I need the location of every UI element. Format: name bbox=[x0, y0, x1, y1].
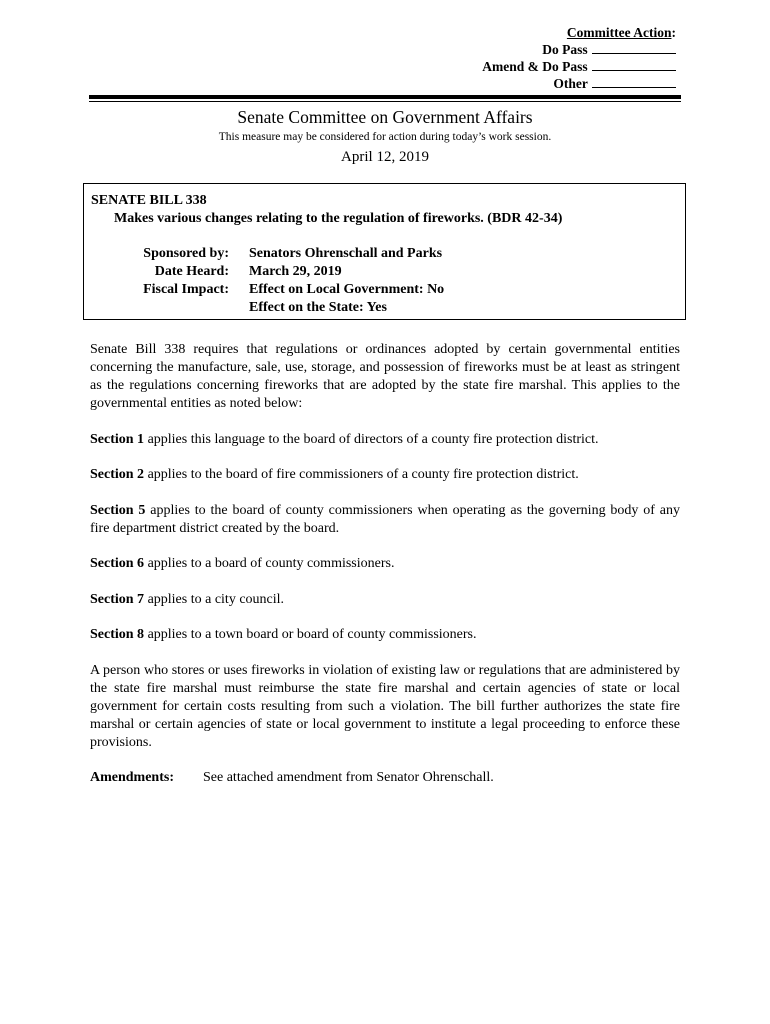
committee-name: Senate Committee on Government Affairs bbox=[237, 107, 533, 127]
bill-summary-box bbox=[83, 183, 686, 320]
section-label: Section 7 bbox=[90, 591, 145, 607]
date-heard-value: March 29, 2019 bbox=[249, 264, 342, 279]
header-rule-thin bbox=[89, 101, 681, 102]
section-paragraph: Section 6 applies to a board of county commissioners. bbox=[90, 556, 395, 571]
bill-summary: Makes various changes relating to the regulation of fireworks. (BDR 42-34) bbox=[114, 211, 563, 226]
date-heard-label: Date Heard: bbox=[154, 264, 229, 279]
section-paragraph: Section 1 applies this language to the board of directors of a county fire protection district. bbox=[90, 431, 599, 447]
other-blank bbox=[592, 75, 676, 88]
bill-number: SENATE BILL 338 bbox=[91, 193, 207, 208]
amendments-label: Amendments: bbox=[90, 770, 174, 785]
section-label: Section 2 bbox=[90, 467, 145, 482]
committee-action-amend-do-pass: Amend & Do Pass bbox=[482, 58, 676, 75]
section-label: Section 1 bbox=[90, 431, 145, 447]
header-rule-thick bbox=[89, 95, 681, 99]
section-paragraph: Section 7 applies to a city council. bbox=[90, 591, 285, 607]
bill-meta-labels bbox=[134, 245, 229, 299]
do-pass-blank bbox=[592, 41, 676, 54]
committee-action-block bbox=[482, 24, 676, 92]
section-label: Section 5 bbox=[90, 502, 146, 518]
committee-action-do-pass: Do Pass bbox=[482, 41, 676, 58]
closing-paragraph: A person who stores or uses fireworks in violation of existing law or regulations that are administered by the state fire marshal must reimburse the state fire marshal and certain agencies of state or local government for certain costs resulting from such a violation. The bill further authorizes the state fire marshal or certain agencies of state or local government to institute a legal proceeding to enforce these provisions. bbox=[90, 662, 680, 750]
fiscal-impact-label: Fiscal Impact: bbox=[143, 282, 229, 297]
work-session-note: This measure may be considered for action during today’s work session. bbox=[218, 131, 552, 143]
amendments-text: See attached amendment from Senator Ohrenschall. bbox=[203, 770, 494, 785]
section-label: Section 8 bbox=[90, 627, 145, 642]
fiscal-state-value: Effect on the State: Yes bbox=[249, 300, 387, 315]
committee-action-other: Other bbox=[482, 75, 676, 92]
section-paragraph: Section 8 applies to a town board or board of county commissioners. bbox=[90, 627, 477, 642]
committee-action-title: Committee Action: bbox=[566, 25, 676, 40]
hearing-date: April 12, 2019 bbox=[341, 149, 429, 165]
fiscal-local-value: Effect on Local Government: No bbox=[249, 282, 445, 297]
section-paragraph: Section 5 applies to the board of county commissioners when operating as the governing body of any fire department district created by the board. bbox=[90, 502, 680, 536]
sponsored-by-value: Senators Ohrenschall and Parks bbox=[249, 246, 443, 261]
section-label: Section 6 bbox=[90, 556, 145, 571]
sponsored-by-label: Sponsored by: bbox=[143, 246, 229, 261]
section-paragraph: Section 2 applies to the board of fire commissioners of a county fire protection district. bbox=[90, 467, 579, 482]
intro-paragraph: Senate Bill 338 requires that regulations or ordinances adopted by certain governmental entities concerning the manufacture, sale, use, storage, and possession of fireworks must be at least as stringent as the regulations concerning fireworks that are adopted by the state fire marshal. This applies to the governmental entities as noted below: bbox=[90, 342, 680, 411]
bill-body bbox=[90, 341, 680, 787]
amend-do-pass-blank bbox=[592, 58, 676, 71]
bill-meta-values bbox=[249, 245, 444, 317]
amendments-row bbox=[90, 769, 680, 787]
